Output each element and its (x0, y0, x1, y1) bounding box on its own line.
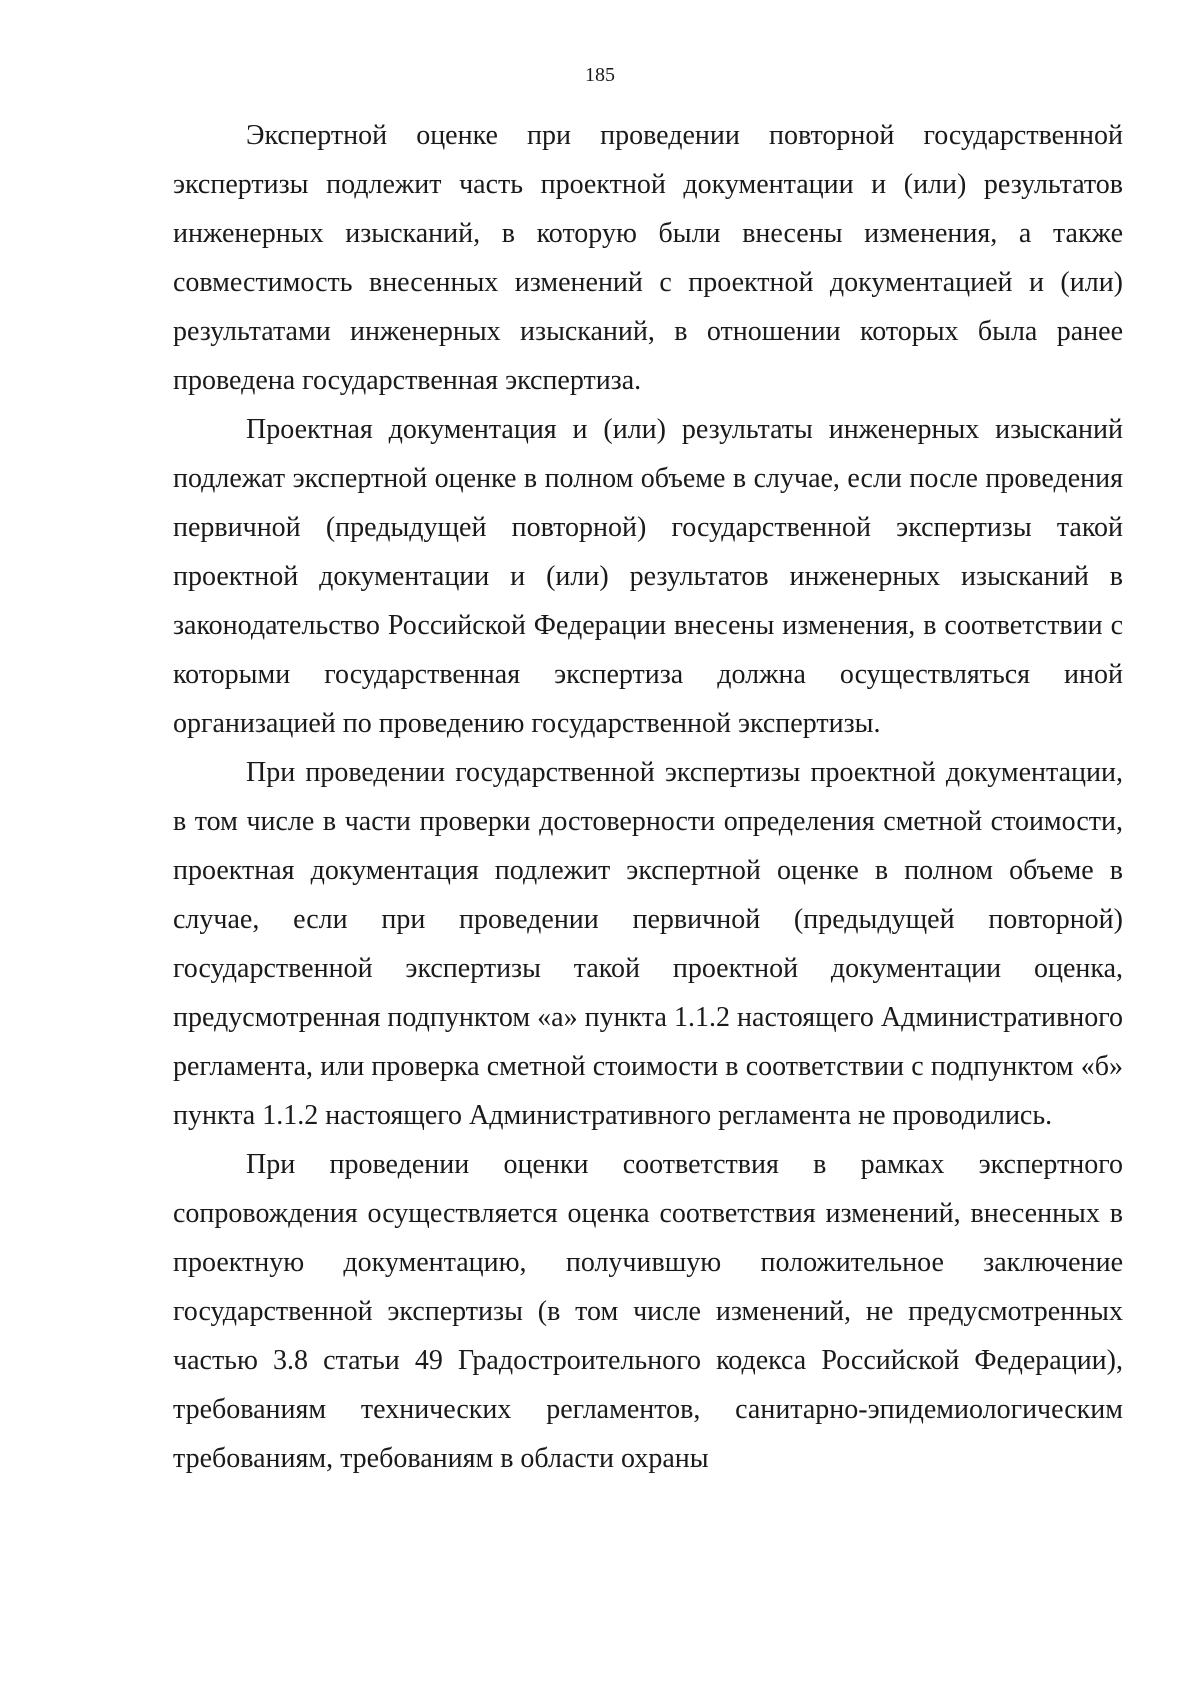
paragraph-3: При проведении государственной экспертизы проектной документации, в том числе в части проверки достоверности определения сметной стоимости, проектная документация подлежит экспертной оценке в полном объеме в случае, если при проведении первичной (предыдущей повторной) государственной экспертизы такой проектной документации оценка, предусмотренная подпунктом «а» пункта 1.1.2 настоящего Административного регламента, или проверка сметной стоимости в соответствии с подпунктом «б» пункта 1.1.2 настоящего Административного регламента не проводились. (173, 757, 1123, 1131)
paragraph-1: Экспертной оценке при проведении повторной государственной экспертизы подлежит часть проектной документации и (или) результатов инженерных изысканий, в которую были внесены изменения, а также совместимость внесенных изменений с проектной документацией и (или) результатами инженерных изысканий, в отношении которых была ранее проведена государственная экспертиза. (173, 120, 1123, 396)
document-body (173, 111, 1123, 1483)
paragraph-2: Проектная документация и (или) результаты инженерных изысканий подлежат экспертной оценке в полном объеме в случае, если после проведения первичной (предыдущей повторной) государственной экспертизы такой проектной документации и (или) результатов инженерных изысканий в законодательство Российской Федерации внесены изменения, в соответствии с которыми государственная экспертиза должна осуществляться иной организацией по проведению государственной экспертизы. (173, 414, 1123, 739)
paragraph-4: При проведении оценки соответствия в рамках экспертного сопровождения осуществляется оценка соответствия изменений, внесенных в проектную документацию, получившую положительное заключение государственной экспертизы (в том числе изменений, не предусмотренных частью 3.8 статьи 49 Градостроительного кодекса Российской Федерации), требованиям технических регламентов, санитарно-эпидемиологическим требованиям, требованиям в области охраны (173, 1149, 1123, 1474)
page-number: 185 (585, 64, 615, 86)
